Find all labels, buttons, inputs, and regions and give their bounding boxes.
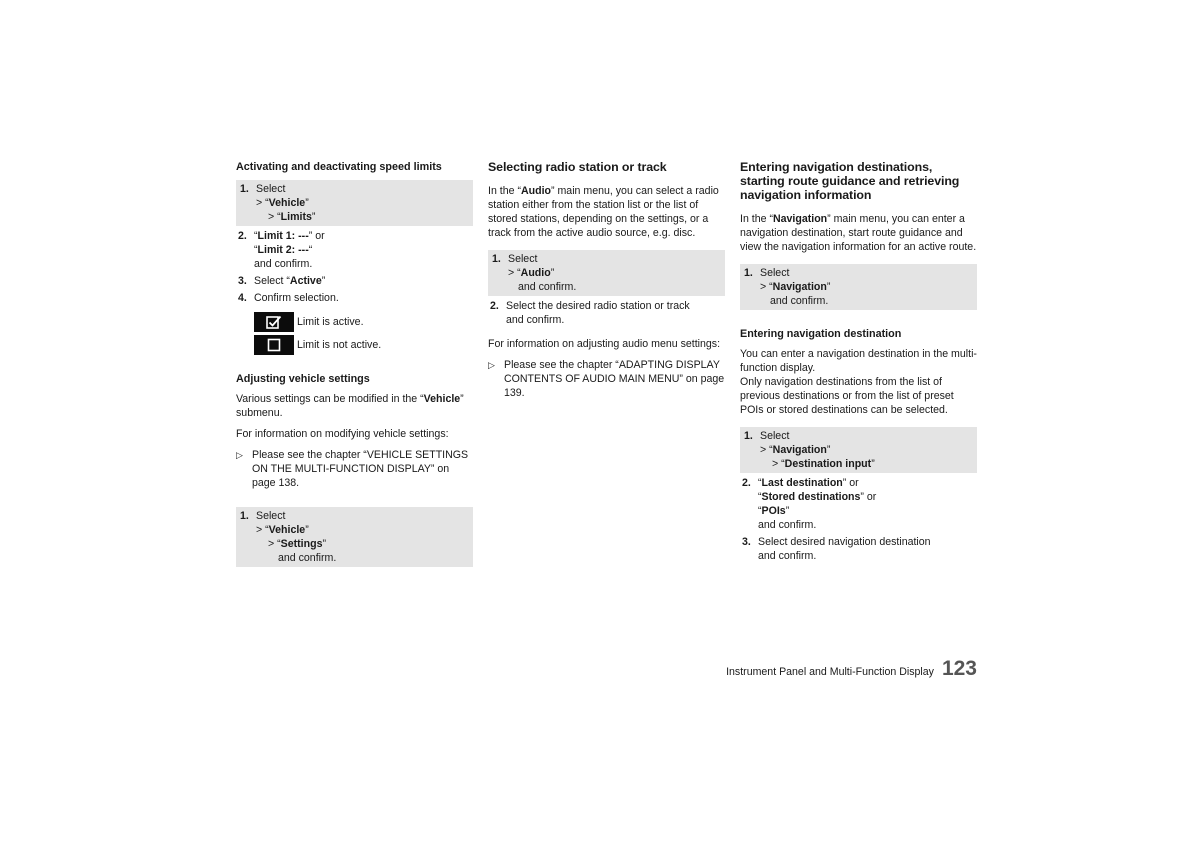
step-text — [254, 291, 473, 305]
step-text — [254, 229, 473, 271]
step-number: 1. — [240, 183, 249, 195]
step-list — [236, 180, 473, 305]
indicator-inactive-label: Limit is not active. — [297, 339, 382, 351]
step-line: and confirm. — [770, 295, 829, 307]
step-item — [488, 299, 725, 327]
indicator-active-row — [254, 312, 473, 332]
step-line: “Limit 1: ---” or — [254, 230, 325, 242]
step-line: Select — [256, 510, 286, 522]
step-item — [740, 476, 977, 532]
step-line: > “Navigation” — [760, 444, 831, 456]
paragraph: You can enter a navigation destination in the multi-function display. — [740, 348, 977, 374]
step-item — [740, 264, 977, 310]
indicator-active-label: Limit is active. — [297, 316, 364, 328]
step-number: 3. — [238, 275, 247, 287]
step-number: 1. — [492, 253, 501, 265]
column-middle — [488, 160, 725, 407]
step-item — [740, 535, 977, 563]
step-line: > “Navigation” — [760, 281, 831, 293]
step-line: Select — [760, 430, 790, 442]
step-number: 1. — [240, 510, 249, 522]
checkbox-checked-icon — [254, 312, 294, 332]
paragraph: Various settings can be modified in the “Vehicle” submenu. — [236, 393, 464, 419]
reference-note: ▷ Please see the chapter “VEHICLE SETTINGS ON THE MULTI-FUNCTION DISPLAY” on page 138. — [236, 449, 469, 489]
step-list — [488, 250, 725, 327]
step-line: > “Vehicle” — [256, 524, 309, 536]
step-list — [236, 507, 473, 567]
indicator-inactive-row — [254, 335, 473, 355]
step-line: “Last destination” or — [758, 477, 859, 489]
step-text — [758, 476, 977, 532]
step-number: 2. — [742, 477, 751, 489]
step-line: and confirm. — [758, 550, 817, 562]
subsection-heading: Adjusting vehicle settings — [236, 373, 370, 385]
step-line: and confirm. — [254, 258, 313, 270]
step-item — [236, 180, 473, 226]
paragraph: For information on adjusting audio menu settings: — [488, 338, 721, 350]
triangle-bullet-icon: ▷ — [488, 360, 495, 370]
reference-note: ▷ Please see the chapter “ADAPTING DISPLAY CONTENTS OF AUDIO MAIN MENU” on page 139. — [488, 359, 725, 399]
step-line: Select the desired radio station or track — [506, 300, 690, 312]
step-text — [760, 429, 975, 471]
step-line: and confirm. — [518, 281, 577, 293]
step-text — [256, 509, 471, 565]
step-item — [236, 229, 473, 271]
step-line: > “Audio” — [508, 267, 555, 279]
step-line: Select “Active” — [254, 275, 326, 287]
page-footer — [700, 657, 977, 680]
step-number: 1. — [744, 430, 753, 442]
step-line: and confirm. — [758, 519, 817, 531]
paragraph: In the “Navigation” main menu, you can enter a navigation destination, start route guidance and view the navigation information for an active route. — [740, 213, 977, 253]
step-line: and confirm. — [506, 314, 565, 326]
step-item — [236, 291, 473, 305]
step-line: Select — [760, 267, 790, 279]
step-line: Select — [508, 253, 538, 265]
step-number: 3. — [742, 536, 751, 548]
step-item — [236, 274, 473, 288]
step-line: and confirm. — [278, 552, 337, 564]
step-line: Confirm selection. — [254, 292, 339, 304]
step-line: > “Destination input” — [772, 458, 875, 470]
step-text — [760, 266, 975, 308]
footer-section-title: Instrument Panel and Multi-Function Display — [726, 666, 934, 678]
paragraph: For information on modifying vehicle settings: — [236, 428, 449, 440]
section-heading: Selecting radio station or track — [488, 160, 667, 174]
section-heading: Entering navigation destinations, starting route guidance and retrieving navigation information — [740, 160, 960, 202]
step-number: 1. — [744, 267, 753, 279]
step-item — [236, 507, 473, 567]
step-line: > “Limits” — [268, 211, 316, 223]
step-text — [506, 299, 725, 327]
column-left — [236, 160, 473, 574]
section-heading: Activating and deactivating speed limits — [236, 161, 442, 173]
step-line: “Limit 2: ---“ — [254, 244, 313, 256]
step-number: 2. — [238, 230, 247, 242]
subsection-heading: Entering navigation destination — [740, 328, 902, 340]
paragraph: Only navigation destinations from the list of previous destinations or from the list of preset POIs or stored destinations can be selected. — [740, 376, 954, 416]
step-line: Select desired navigation destination — [758, 536, 931, 548]
column-right — [740, 160, 977, 570]
step-text — [256, 182, 471, 224]
step-line: > “Vehicle” — [256, 197, 309, 209]
step-number: 4. — [238, 292, 247, 304]
step-text — [758, 535, 977, 563]
step-item — [740, 427, 977, 473]
step-line: “POIs” — [758, 505, 790, 517]
step-line: Select — [256, 183, 286, 195]
step-text — [508, 252, 723, 294]
step-list — [740, 264, 977, 310]
paragraph: In the “Audio” main menu, you can select a radio station either from the station list or the list of stored stations, depending on the settings, or a track from the active audio source, e.g. disc. — [488, 185, 719, 239]
page-number: 123 — [941, 657, 977, 680]
step-text — [254, 274, 473, 288]
triangle-bullet-icon: ▷ — [236, 450, 243, 460]
step-line: “Stored destinations” or — [758, 491, 877, 503]
step-list — [740, 427, 977, 563]
step-line: > “Settings” — [268, 538, 326, 550]
checkbox-empty-icon — [254, 335, 294, 355]
step-number: 2. — [490, 300, 499, 312]
step-item — [488, 250, 725, 296]
